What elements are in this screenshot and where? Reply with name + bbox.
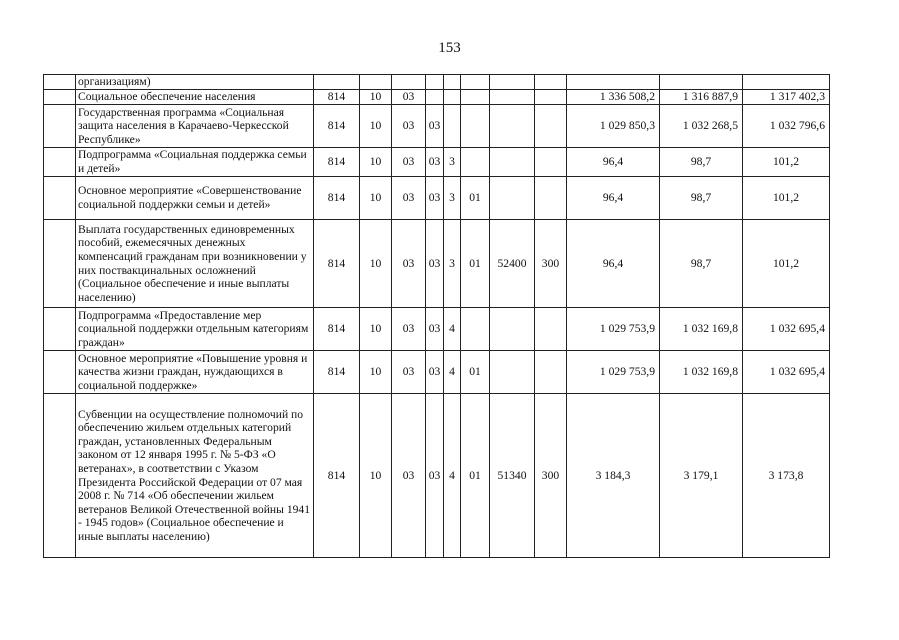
row-index-cell [44, 220, 76, 308]
table-row [44, 105, 830, 148]
code-expense-type [535, 90, 567, 105]
code-program: 03 [426, 220, 444, 308]
code-program [426, 90, 444, 105]
row-index-cell [44, 75, 76, 90]
amount-year-3: 1 317 402,3 [743, 90, 830, 105]
amount-year-1: 1 029 753,9 [567, 351, 660, 394]
code-subsection: 03 [392, 90, 426, 105]
code-section: 10 [360, 351, 392, 394]
amount-year-2: 1 316 887,9 [660, 90, 743, 105]
code-admin: 814 [314, 308, 360, 351]
amount-year-2: 3 179,1 [660, 394, 743, 558]
code-subprogram [444, 75, 461, 90]
table-row [44, 75, 830, 90]
code-expense-type [535, 148, 567, 177]
code-subprogram: 3 [444, 220, 461, 308]
amount-year-3: 101,2 [743, 220, 830, 308]
amount-year-2: 98,7 [660, 177, 743, 220]
amount-year-2: 98,7 [660, 148, 743, 177]
code-measure: 01 [461, 220, 490, 308]
code-subsection: 03 [392, 177, 426, 220]
code-expense-type [535, 105, 567, 148]
amount-year-1: 96,4 [567, 148, 660, 177]
row-description: Основное мероприятие «Совершенствование социальной поддержки семьи и детей» [76, 177, 314, 220]
code-section: 10 [360, 394, 392, 558]
code-direction [490, 308, 535, 351]
code-measure: 01 [461, 351, 490, 394]
code-program: 03 [426, 148, 444, 177]
code-direction [490, 177, 535, 220]
code-subsection: 03 [392, 351, 426, 394]
code-measure [461, 148, 490, 177]
code-subprogram: 4 [444, 394, 461, 558]
code-program: 03 [426, 105, 444, 148]
code-admin: 814 [314, 177, 360, 220]
row-description: Основное мероприятие «Повышение уровня и качества жизни граждан, нуждающихся в социальной поддержке» [76, 351, 314, 394]
amount-year-2: 1 032 169,8 [660, 308, 743, 351]
row-description: Подпрограмма «Предоставление мер социальной поддержки отдельным категориям граждан» [76, 308, 314, 351]
code-program: 03 [426, 308, 444, 351]
code-program: 03 [426, 394, 444, 558]
table-row [44, 177, 830, 220]
row-description: Социальное обеспечение населения [76, 90, 314, 105]
budget-table [43, 74, 830, 558]
row-index-cell [44, 148, 76, 177]
amount-year-1: 1 029 753,9 [567, 308, 660, 351]
page-number: 153 [438, 40, 461, 56]
amount-year-1: 96,4 [567, 220, 660, 308]
code-expense-type [535, 351, 567, 394]
code-measure: 01 [461, 177, 490, 220]
amount-year-3: 101,2 [743, 148, 830, 177]
code-subsection: 03 [392, 148, 426, 177]
row-description: Субвенции на осуществление полномочий по обеспечению жильем отдельных категорий граждан, установленных Федеральным законом от 12 января 1995 г. № 5-ФЗ «О ветеранах», в соответствии с Указом Президента Российской Федерации от 07 мая 2008 г. № 714 «Об обеспечении жильем ветеранов Великой Отечественной войны 1941 - 1945 годов» (Социальное обеспечение и иные выплаты населению) [76, 394, 314, 558]
amount-year-3 [743, 75, 830, 90]
code-direction: 51340 [490, 394, 535, 558]
amount-year-2: 1 032 268,5 [660, 105, 743, 148]
code-direction [490, 148, 535, 177]
table-row [44, 308, 830, 351]
code-section: 10 [360, 177, 392, 220]
code-direction [490, 75, 535, 90]
code-section: 10 [360, 90, 392, 105]
amount-year-1: 96,4 [567, 177, 660, 220]
amount-year-3: 101,2 [743, 177, 830, 220]
amount-year-1: 3 184,3 [567, 394, 660, 558]
code-section: 10 [360, 308, 392, 351]
code-measure [461, 308, 490, 351]
amount-year-2 [660, 75, 743, 90]
code-expense-type [535, 75, 567, 90]
row-index-cell [44, 105, 76, 148]
code-measure: 01 [461, 394, 490, 558]
code-expense-type: 300 [535, 220, 567, 308]
code-expense-type [535, 308, 567, 351]
code-subsection: 03 [392, 394, 426, 558]
table-row [44, 220, 830, 308]
code-measure [461, 105, 490, 148]
table-row [44, 90, 830, 105]
row-index-cell [44, 308, 76, 351]
table-row [44, 394, 830, 558]
code-subprogram: 4 [444, 351, 461, 394]
code-admin [314, 75, 360, 90]
code-program [426, 75, 444, 90]
code-subsection [392, 75, 426, 90]
code-admin: 814 [314, 90, 360, 105]
code-direction [490, 90, 535, 105]
code-direction [490, 351, 535, 394]
code-section [360, 75, 392, 90]
row-description: организациям) [76, 75, 314, 90]
code-admin: 814 [314, 351, 360, 394]
code-expense-type: 300 [535, 394, 567, 558]
code-admin: 814 [314, 220, 360, 308]
code-subprogram [444, 105, 461, 148]
amount-year-1: 1 336 508,2 [567, 90, 660, 105]
code-subprogram: 3 [444, 148, 461, 177]
table-row [44, 351, 830, 394]
code-subprogram: 4 [444, 308, 461, 351]
code-program: 03 [426, 177, 444, 220]
table-row [44, 148, 830, 177]
row-description: Подпрограмма «Социальная поддержка семьи и детей» [76, 148, 314, 177]
amount-year-2: 98,7 [660, 220, 743, 308]
row-index-cell [44, 351, 76, 394]
row-index-cell [44, 394, 76, 558]
code-subsection: 03 [392, 105, 426, 148]
amount-year-1: 1 029 850,3 [567, 105, 660, 148]
code-subsection: 03 [392, 220, 426, 308]
code-subsection: 03 [392, 308, 426, 351]
amount-year-3: 1 032 796,6 [743, 105, 830, 148]
code-expense-type [535, 177, 567, 220]
code-subprogram [444, 90, 461, 105]
code-subprogram: 3 [444, 177, 461, 220]
code-measure [461, 90, 490, 105]
code-section: 10 [360, 105, 392, 148]
code-program: 03 [426, 351, 444, 394]
amount-year-3: 1 032 695,4 [743, 351, 830, 394]
row-index-cell [44, 90, 76, 105]
row-index-cell [44, 177, 76, 220]
row-description: Государственная программа «Социальная защита населения в Карачаево-Черкесской Республике» [76, 105, 314, 148]
amount-year-2: 1 032 169,8 [660, 351, 743, 394]
code-admin: 814 [314, 105, 360, 148]
amount-year-3: 1 032 695,4 [743, 308, 830, 351]
row-description: Выплата государственных единовременных пособий, ежемесячных денежных компенсаций гражданам при возникновении у них поствакцинальных осложнений (Социальное обеспечение и иные выплаты населению) [76, 220, 314, 308]
code-section: 10 [360, 148, 392, 177]
code-section: 10 [360, 220, 392, 308]
code-direction: 52400 [490, 220, 535, 308]
code-admin: 814 [314, 394, 360, 558]
code-admin: 814 [314, 148, 360, 177]
amount-year-1 [567, 75, 660, 90]
code-direction [490, 105, 535, 148]
code-measure [461, 75, 490, 90]
amount-year-3: 3 173,8 [743, 394, 830, 558]
